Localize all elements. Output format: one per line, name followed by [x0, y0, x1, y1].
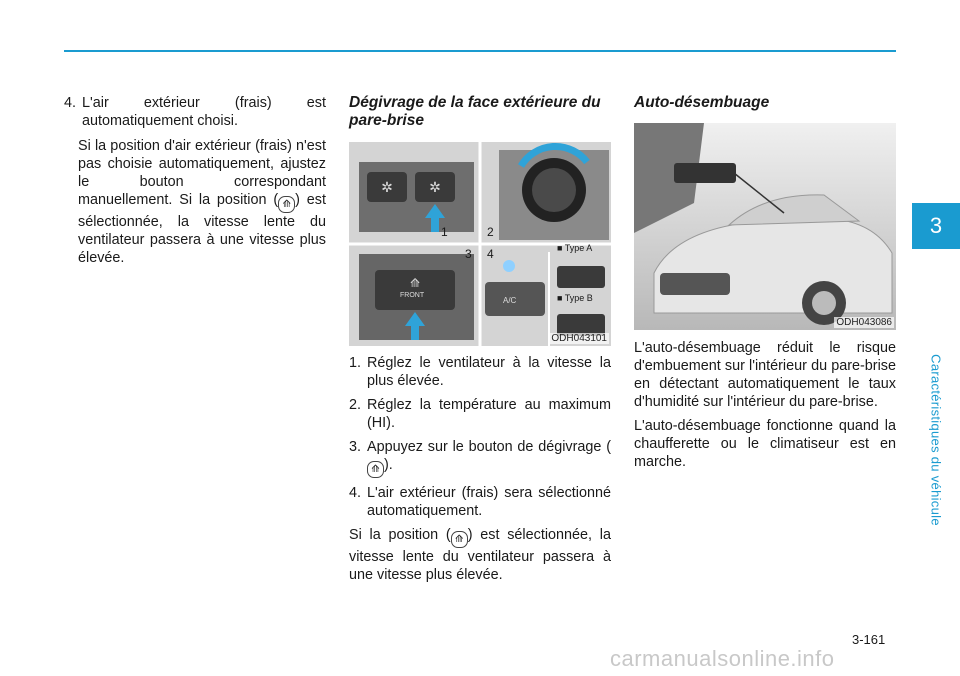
column-2-text [349, 354, 611, 584]
figure-label: 1 [441, 225, 448, 239]
column-3-text [634, 339, 896, 471]
item-number: 4. [64, 95, 77, 111]
list-item: 4. L'air extérieur (frais) sera sélectionné automatiquement. [349, 485, 611, 519]
paragraph: L'auto-désembuage réduit le risque d'embuement sur l'intérieur du pare-brise en détectant automatiquement le taux d'humidité sur l'intérieur du pare-brise. [634, 340, 896, 410]
section-heading: Dégivrage de la face extérieure du pare-brise [349, 94, 601, 129]
figure-label: 2 [487, 225, 494, 239]
defrost-icon: ⟰ [278, 196, 295, 213]
column-2 [349, 94, 611, 130]
top-rule [64, 50, 896, 52]
figure-label: 3 [465, 247, 472, 261]
chapter-title: Caractéristiques du véhicule [928, 354, 944, 526]
front-label: FRONT [400, 292, 425, 299]
item-text-line-1: L'air extérieur (frais) est [82, 95, 326, 111]
svg-text:⟰: ⟰ [409, 276, 421, 290]
page-number: 3-161 [852, 632, 886, 647]
car-illustration [634, 123, 896, 330]
figure-code: ODH043101 [551, 333, 607, 344]
ac-label: A/C [503, 296, 517, 305]
list-item [64, 94, 326, 130]
defrost-icon: ⟰ [451, 531, 468, 548]
chapter-number: 3 [929, 213, 943, 238]
figure-label: 4 [487, 247, 494, 261]
type-a-label: ■ Type A [557, 243, 593, 253]
paragraph: Si la position ( ⟰ ) est sélectionnée, la vitesse lente du ventilateur passera à une vitesse plus élevée. [349, 527, 611, 583]
type-b-label: ■ Type B [557, 293, 593, 303]
auto-defog-figure [634, 123, 896, 330]
section-heading: Auto-désembuage [634, 94, 770, 111]
svg-text:✲: ✲ [381, 179, 393, 195]
watermark: carmanualsonline.info [610, 646, 835, 671]
defrost-controls-figure [349, 142, 611, 346]
list-item: 1. Réglez le ventilateur à la vitesse la plus élevée. [349, 355, 611, 389]
defrost-icon: ⟰ [367, 461, 384, 478]
column-1 [64, 94, 326, 267]
list-item: 3. Appuyez sur le bouton de dégivrage (⟰ ). [349, 438, 611, 478]
list-item: 2. Réglez la température au maximum (HI). [349, 397, 611, 431]
column-3 [634, 94, 896, 112]
figure-code: ODH043086 [836, 317, 892, 328]
paragraph: Si la position d'air extérieur (frais) n'est pas choisie automatiquement, ajustez le bouton correspondant manuellement. Si la position ( ⟰ ) est sélectionnée, la vitesse lente du ventilateur passera à une vitesse plus élevée. [78, 138, 326, 266]
chapter-tab [912, 203, 960, 249]
paragraph: L'auto-désembuage fonctionne quand la chaufferette ou le climatiseur est en marche. [634, 418, 896, 470]
svg-text:✲: ✲ [429, 179, 441, 195]
item-text-line-2: automatiquement choisi. [82, 113, 238, 129]
